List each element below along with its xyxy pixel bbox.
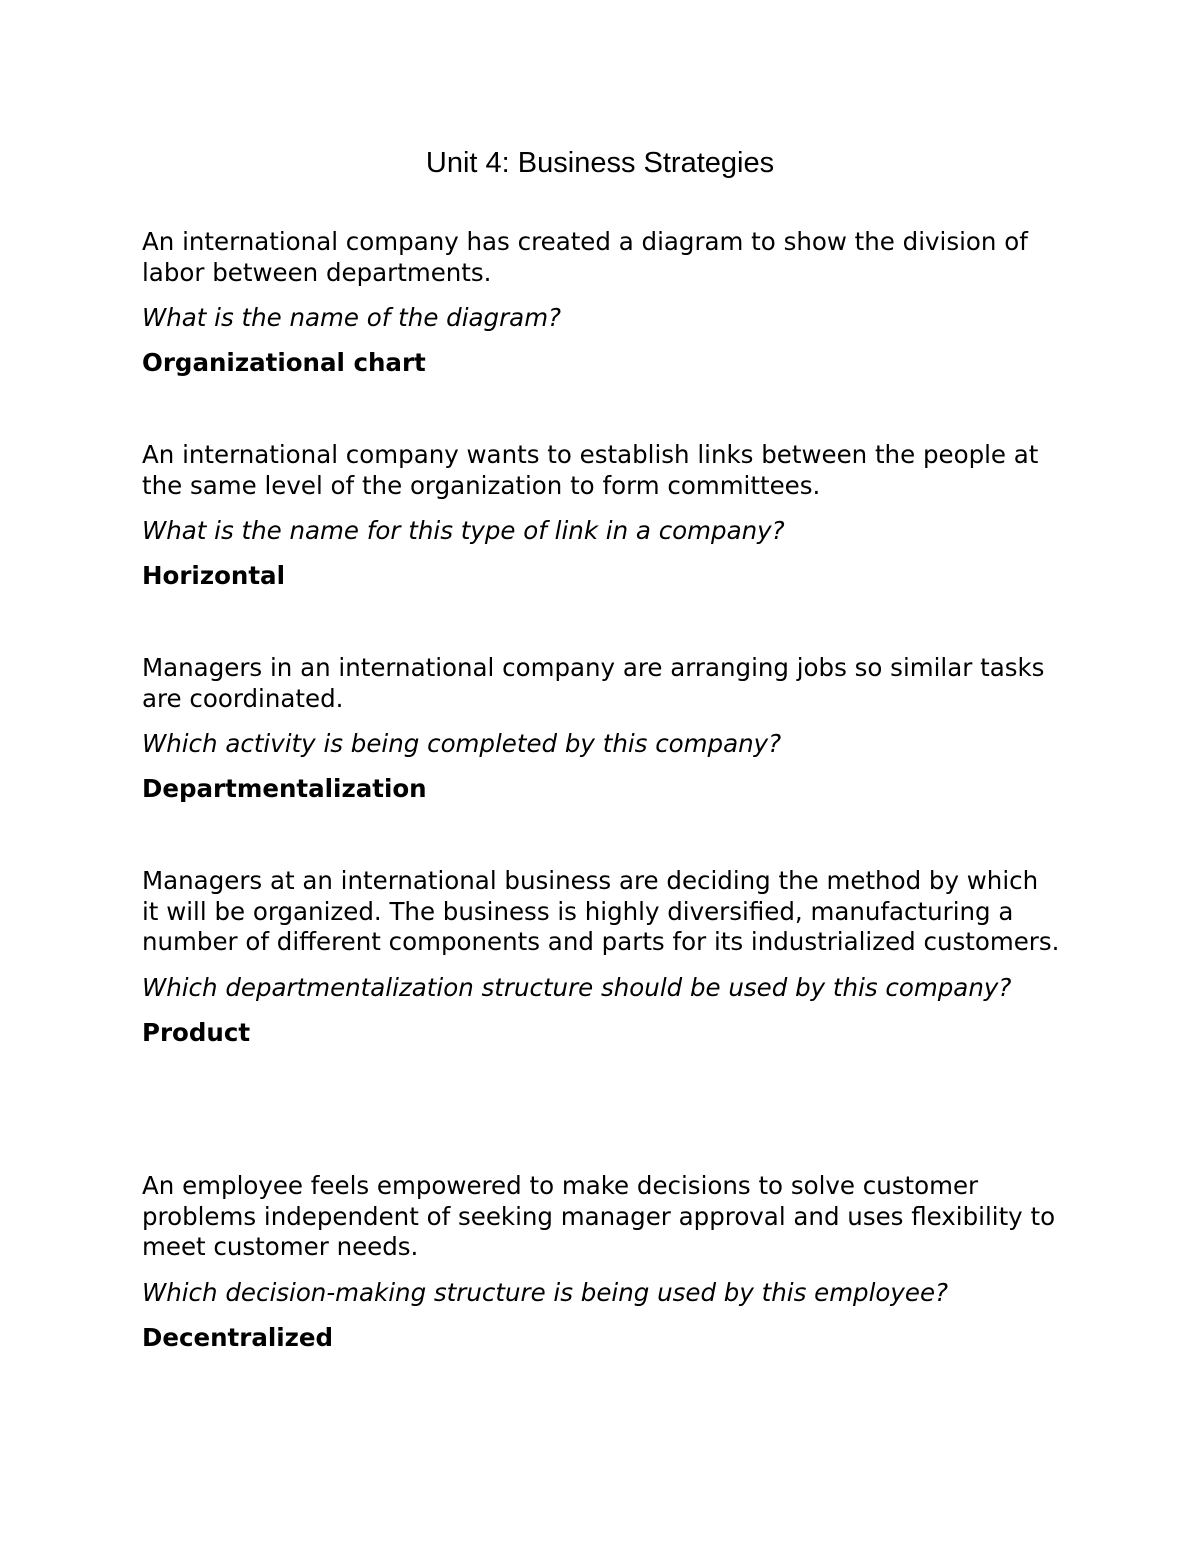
answer-text: Decentralized: [142, 1322, 334, 1352]
question-block: [142, 653, 1062, 804]
question-text: Which departmentalization structure should be used by this company?: [142, 972, 1012, 1002]
question-prompt: An international company wants to establish links between the people at the same level of the organization to form committees.: [142, 440, 1039, 500]
answer-text: Organizational chart: [142, 348, 426, 377]
answer-text: Product: [142, 1017, 251, 1047]
question-block: [142, 440, 1062, 591]
question-text: Which decision-making structure is being used by this employee?: [142, 1277, 949, 1307]
question-prompt: Managers at an international business are deciding the method by which it will be organized. The business is highly diversified, manufacturing a number of different components and parts for its industrialized customers.: [142, 866, 1060, 956]
question-text: What is the name of the diagram?: [142, 303, 562, 332]
question-prompt: An employee feels empowered to make decisions to solve customer problems independent of seeking manager approval and uses flexibility to meet customer needs.: [142, 1171, 1056, 1261]
page-title: Unit 4: Business Strategies: [425, 147, 775, 179]
answer-text: Departmentalization: [142, 774, 427, 803]
question-block: [142, 1171, 1062, 1353]
question-block: [142, 866, 1062, 1048]
question-prompt: An international company has created a diagram to show the division of labor between departments.: [142, 227, 1028, 287]
answer-text: Horizontal: [142, 561, 285, 590]
question-prompt: Managers in an international company are arranging jobs so similar tasks are coordinated.: [142, 653, 1045, 713]
question-text: Which activity is being completed by this company?: [142, 729, 782, 758]
question-text: What is the name for this type of link in a company?: [142, 516, 785, 545]
question-block: [142, 227, 1062, 378]
